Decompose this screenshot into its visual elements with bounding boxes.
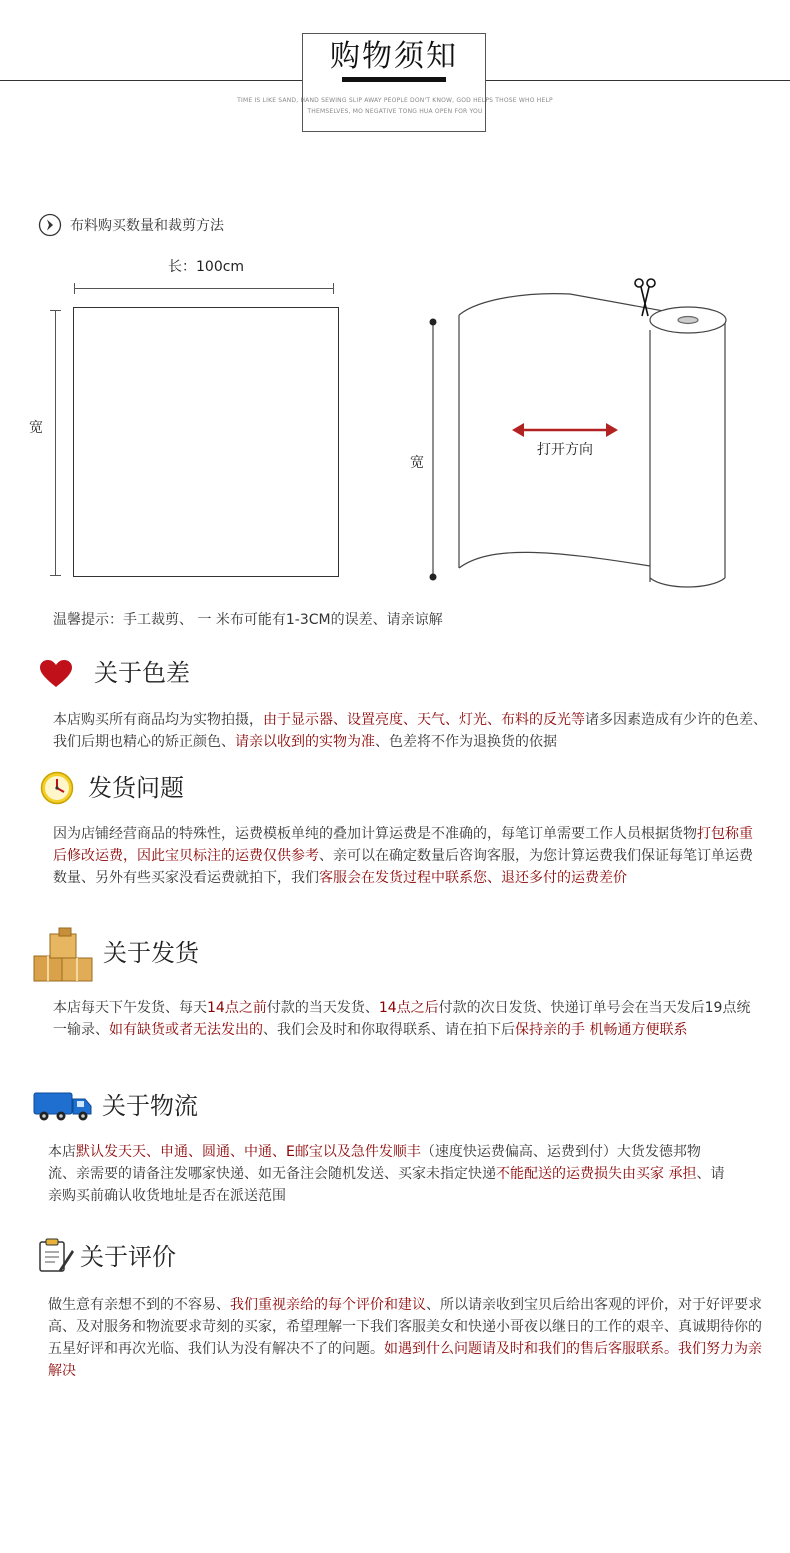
title-underline <box>342 77 446 82</box>
width-dimension-line <box>55 310 56 576</box>
length-dimension-line <box>75 288 333 289</box>
section-title-shipping-issue: 发货问题 <box>88 774 184 802</box>
heart-icon <box>40 660 72 688</box>
section-body-shipping-issue: 因为店铺经营商品的特殊性，运费模板单纯的叠加计算运费是不准确的，每笔订单需要工作人员根据货物打包称重后修改运费，因此宝贝标注的运费仅供参考、亲可以在确定数量后咨询客服，为您计算运费我们保证每笔订单运费数量、另外有些买家没看运费就拍下，我们客服会在发货过程中联系您、退还多付的运费差价 <box>53 826 753 886</box>
page-title: 购物须知 <box>330 39 458 74</box>
section-title-review: 关于评价 <box>80 1243 176 1271</box>
width-label-right: 宽 <box>410 455 424 471</box>
section-title-delivery: 关于发货 <box>103 939 199 967</box>
header-box-bottom <box>302 81 486 132</box>
clock-icon <box>40 771 74 805</box>
roll-core <box>678 317 698 324</box>
section-body-logistics: 本店默认发天天、申通、圆通、中通、E邮宝以及急件发顺丰（速度快运费偏高、运费到付）大货发德邦物流、亲需要的请备注发哪家快递、如无备注会随机发送、买家未指定快递不能配送的运费损失由买家 承担、请亲购买前确认收货地址是否在派送范围 <box>48 1144 725 1204</box>
header-subtitle-2: THEMSELVES, MO NEGATIVE TONG HUA OPEN FOR YOU <box>307 108 483 115</box>
clipboard-pen-icon <box>37 1238 75 1274</box>
fabric-tip: 温馨提示：手工裁剪、 一 米布可能有1-3CM的误差、请亲谅解 <box>53 612 443 628</box>
section-body-delivery: 本店每天下午发货、每天14点之前付款的当天发货、14点之后付款的次日发货、快递订单号会在当天发后19点统一输录、如有缺货或者无法发出的、我们会及时和你取得联系、请在拍下后保持亲的手 机畅通方便联系 <box>53 1000 751 1038</box>
section-body-review: 做生意有亲想不到的不容易、我们重视亲给的每个评价和建议、所以请亲收到宝贝后给出客观的评价，对于好评要求高、及对服务和物流要求苛刻的买家，希望理解一下我们客服美女和快递小哥夜以继日的工作的艰辛、真诚期待你的五星好评和再次光临、我们认为没有解决不了的问题。如遇到什么问题请及时和我们的售后客服联系。我们努力为亲解决 <box>48 1297 762 1379</box>
length-tick-right <box>333 283 334 294</box>
header-subtitle-1: TIME IS LIKE SAND, HAND SEWING SLIP AWAY PEOPLE DON'T KNOW, GOD HELPS THOSE WHO HELP <box>237 97 553 104</box>
scissors-icon <box>635 279 655 316</box>
width-tick-top <box>50 310 61 311</box>
width-label-left: 宽 <box>29 420 43 436</box>
fabric-square <box>73 307 339 577</box>
section-title-color: 关于色差 <box>94 659 190 687</box>
open-direction-label: 打开方向 <box>537 442 593 458</box>
length-tick-left <box>74 283 75 294</box>
section-body-color: 本店购买所有商品均为实物拍摄，由于显示器、设置亮度、天气、灯光、布料的反光等诸多因素造成有少许的色差、我们后期也精心的矫正颜色、请亲以收到的实物为准、色差将不作为退换货的依据 <box>53 712 767 750</box>
truck-icon <box>33 1090 93 1122</box>
length-label: 长：100cm <box>168 259 245 275</box>
sheet-bottom-edge <box>459 552 650 568</box>
boxes-icon <box>32 926 98 984</box>
section-title-logistics: 关于物流 <box>102 1092 198 1120</box>
fabric-roll-illustration <box>420 270 740 600</box>
arrow-circle-icon <box>38 213 62 237</box>
width-tick-bottom <box>50 575 61 576</box>
roll-bottom-curve <box>650 578 725 587</box>
roll-dot-bottom <box>430 574 437 581</box>
roll-dot-top <box>430 319 437 326</box>
direction-arrow <box>512 423 618 437</box>
fabric-section-label: 布料购买数量和裁剪方法 <box>70 218 224 234</box>
